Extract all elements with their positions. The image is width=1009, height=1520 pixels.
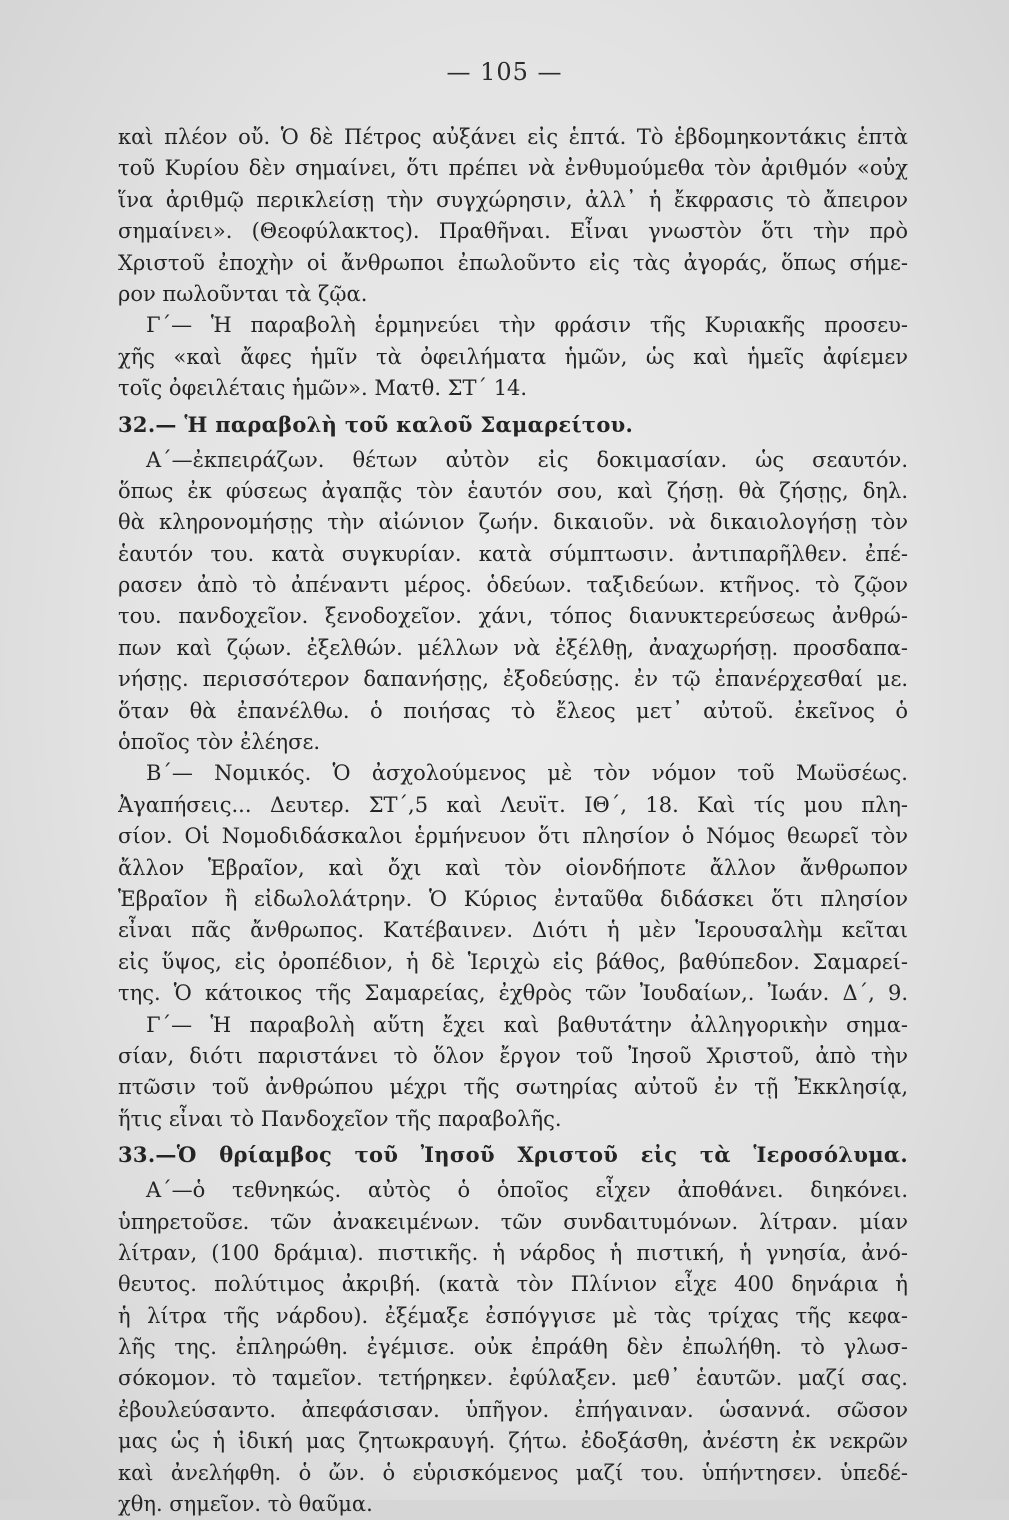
paragraph-start-line: Γ΄— Ἡ παραβολὴ αὕτη ἔχει καὶ βαθυτάτην ἀλληγορικὴν σημα- [146,1012,908,1037]
text-line: ἐβουλεύσαντο. ἀπεφάσισαν. ὑπῆγον. ἐπήγαιναν. ὡσαννά. σῶσον [118,1397,908,1422]
paragraph-end-line: τοῖς ὀφειλέταις ἡμῶν». Ματθ. ΣΤ΄ 14. [118,376,528,401]
text-line: καὶ ἀνελήφθη. ὁ ὤν. ὁ εὑρισκόμενος μαζί του. ὑπήντησεν. ὑπεδέ- [118,1460,908,1485]
text-line: της. Ὁ κάτοικος τῆς Σαμαρείας, ἐχθρὸς τῶν Ἰουδαίων,. Ἰωάν. Δ΄, 9. [118,981,908,1006]
text-line: σίαν, διότι παριστάνει τὸ ὅλον ἔργον τοῦ Ἰησοῦ Χριστοῦ, ἀπὸ τὴν [118,1043,908,1068]
text-line: ὅταν θὰ ἐπανέλθω. ὁ ποιήσας τὸ ἔλεος μετ᾿ αὐτοῦ. ἐκεῖνος ὁ [118,698,908,723]
paragraph-end-line: ρον πωλοῦνται τὰ ζῷα. [118,281,368,306]
text-line: ἑαυτόν του. κατὰ συγκυρίαν. κατὰ σύμπτωσιν. ἀντιπαρῆλθεν. ἐπέ- [118,541,908,566]
text-line: ἡ λίτρα τῆς νάρδου). ἐξέμαξε ἐσπόγγισε μὲ τὰς τρίχας τῆς κεφα- [118,1303,908,1328]
text-line: Ἑβραῖον ἢ εἰδωλολάτρην. Ὁ Κύριος ἐνταῦθα διδάσκει ὅτι πλησίον [118,886,908,911]
text-line: χῆς «καὶ ἄφες ἡμῖν τὰ ὀφειλήματα ἡμῶν, ὡς καὶ ἡμεῖς ἀφίεμεν [118,344,908,369]
page-number: — 105 — [446,58,563,86]
paragraph-end-line: ἥτις εἶναι τὸ Πανδοχεῖον τῆς παραβολῆς. [118,1106,562,1131]
text-line: λῆς της. ἐπληρώθη. ἐγέμισε. οὐκ ἐπράθη δὲν ἐπωλήθη. τὸ γλωσ- [118,1335,908,1360]
text-line: του. πανδοχεῖον. ξενοδοχεῖον. χάνι, τόπος διανυκτερεύσεως ἀνθρώ- [118,604,908,629]
text-line: καὶ πλέον οὔ. Ὁ δὲ Πέτρος αὐξάνει εἰς ἑπτά. Τὸ ἑβδομηκοντάκις ἑπτὰ [118,125,908,149]
text-line: σίον. Οἱ Νομοδιδάσκαλοι ἑρμήνευον ὅτι πλησίον ὁ Νόμος θεωρεῖ τὸν [118,824,908,849]
text-line: Ἀγαπήσεις... Δευτερ. ΣΤ΄,5 καὶ Λευϊτ. ΙΘ΄, 18. Καὶ τίς μου πλη- [118,792,908,817]
text-line: ὑπηρετοῦσε. τῶν ἀνακειμένων. τῶν συνδαιτυμόνων. λίτραν. μίαν [118,1209,908,1234]
paragraph-start-line: Α΄—ὁ τεθνηκώς. αὐτὸς ὁ ὁποῖος εἶχεν ἀποθάνει. διηκόνει. [146,1178,908,1203]
section-heading: 32.— Ἡ παραβολὴ τοῦ καλοῦ Σαμαρείτου. [118,411,634,437]
text-line: λίτραν, (100 δράμια). πιστικῆς. ἡ νάρδος ἡ πιστική, ἡ γνησία, ἀνό- [118,1240,908,1265]
text-line: ὅπως ἐκ φύσεως ἀγαπᾷς τὸν ἑαυτόν σου, καὶ ζήσῃ. θὰ ζήσῃς, δηλ. [118,478,908,503]
text-line: πτῶσιν τοῦ ἀνθρώπου μέχρι τῆς σωτηρίας αὐτοῦ ἐν τῇ Ἐκκλησίᾳ, [118,1075,908,1100]
text-line: θευτος. πολύτιμος ἀκριβή. (κατὰ τὸν Πλίνιον εἶχε 400 δηνάρια ἡ [118,1272,908,1297]
text-line: ρασεν ἀπὸ τὸ ἀπέναντι μέρος. ὁδεύων. ταξιδεύων. κτῆνος. τὸ ζῷον [118,573,908,598]
text-line: σόκομον. τὸ ταμεῖον. τετήρηκεν. ἐφύλαξεν. μεθ᾿ ἑαυτῶν. μαζί σας. [118,1366,908,1391]
section-heading: 33.—Ὁ θρίαμβος τοῦ Ἰησοῦ Χριστοῦ εἰς τὰ Ἱεροσόλυμα. [118,1142,908,1168]
text-line: ἄλλον Ἑβραῖον, καὶ ὄχι καὶ τὸν οἱονδήποτε ἄλλον ἄνθρωπον [118,855,908,880]
text-line: μας ὡς ἡ ἰδική μας ζητωκραυγή. ζήτω. ἐδοξάσθη, ἀνέστη ἐκ νεκρῶν [118,1429,908,1454]
paragraph-end-line: χθη. σημεῖον. τὸ θαῦμα. [118,1492,373,1517]
paragraph-end-line: ὁποῖος τὸν ἐλέησε. [118,730,321,755]
text-line: εἶναι πᾶς ἄνθρωπος. Κατέβαινεν. Διότι ἡ μὲν Ἱερουσαλὴμ κεῖται [118,918,908,943]
text-line: τοῦ Κυρίου δὲν σημαίνει, ὅτι πρέπει νὰ ἐνθυμούμεθα τὸν ἀριθμόν «οὐχ [118,156,908,181]
text-line: σημαίνει». (Θεοφύλακτος). Πραθῆναι. Εἶναι γνωστὸν ὅτι τὴν πρὸ [118,219,908,244]
text-line: πων καὶ ζῴων. ἐξελθών. μέλλων νὰ ἐξέλθῃ, ἀναχωρήσῃ. προσδαπα- [118,635,908,660]
text-line: νήσῃς. περισσότερον δαπανήσῃς, ἐξοδεύσῃς. ἐν τῷ ἐπανέρχεσθαί με. [118,667,908,692]
text-line: θὰ κληρονομήσῃς τὴν αἰώνιον ζωήν. δικαιοῦν. νὰ δικαιολογήσῃ τὸν [118,510,908,535]
page-body [118,122,908,1520]
text-line: εἰς ὕψος, εἰς ὀροπέδιον, ἡ δὲ Ἱεριχὼ εἰς βάθος, βαθύπεδον. Σαμαρεί- [118,949,908,974]
text-line: ἵνα ἀριθμῷ περικλείσῃ τὴν συγχώρησιν, ἀλλ᾿ ἡ ἔκφρασις τὸ ἄπειρον [118,187,908,212]
paragraph-start-line: Γ΄— Ἡ παραβολὴ ἑρμηνεύει τὴν φράσιν τῆς Κυριακῆς προσευ- [146,313,908,338]
paragraph-start-line: Α΄—ἐκπειράζων. θέτων αὐτὸν εἰς δοκιμασίαν. ὡς σεαυτόν. [146,447,908,472]
paragraph-start-line: Β΄— Νομικός. Ὁ ἀσχολούμενος μὲ τὸν νόμον τοῦ Μωϋσέως. [146,761,908,786]
text-line: Χριστοῦ ἐποχὴν οἱ ἄνθρωποι ἐπωλοῦντο εἰς τὰς ἀγοράς, ὅπως σήμε- [118,250,908,275]
